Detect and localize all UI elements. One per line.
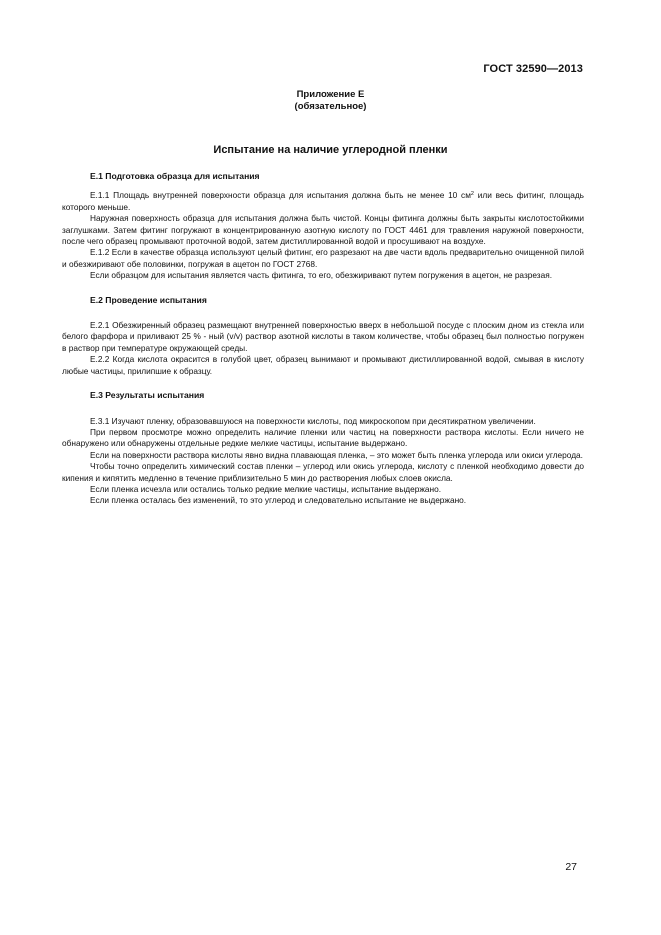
page-number: 27 — [565, 861, 577, 873]
paragraph: Е.1.2 Если в качестве образца используют целый фитинг, его разрезают на две части вдоль предварительно очищенной пилой и обезжиривают обе половинки, погружая в ацетон по ГОСТ 2768. — [62, 247, 584, 269]
paragraph: Е.2.1 Обезжиренный образец размещают внутренней поверхностью вверх в небольшой посуде с плоским дном из стекла или белого фарфора и приливают 25 % - ный (v/v) раствор азотной кислоты в таком количестве, чтобы образец был полностью погружен в раствор при температуре окружающей среды. — [62, 320, 584, 353]
paragraph — [62, 190, 584, 213]
document-body — [62, 171, 584, 520]
section-heading: Е.3 Результаты испытания — [90, 390, 205, 401]
paragraph: При первом просмотре можно определить наличие пленки или частиц на поверхности раствора кислоты. Если ничего не обнаружено или обнаружены отдельные редкие мелкие частицы, испытание выдержано. — [62, 426, 584, 449]
annex-heading — [0, 89, 661, 113]
superscript: 2 — [470, 191, 474, 198]
section-heading: Е.2 Проведение испытания — [90, 294, 207, 305]
paragraph: Если пленка осталась без изменений, то это углерод и следовательно испытание не выдержано. — [90, 495, 467, 506]
paragraph: Если образцом для испытания является часть фитинга, то его, обезжиривают путем погружения в ацетон, не разрезая. — [90, 270, 553, 281]
annex-subtitle: (обязательное) — [294, 101, 367, 112]
main-title: Испытание на наличие углеродной пленки — [213, 144, 448, 156]
paragraph: Е.3.1 Изучают пленку, образовавшуюся на поверхности кислоты, под микроскопом при десятикратном увеличении. — [90, 415, 536, 426]
annex-title: Приложение Е — [296, 89, 365, 100]
section-e3 — [62, 390, 584, 507]
paragraph-text: или весь фитинг, площадь которого меньше. — [62, 190, 584, 212]
paragraph: Е.2.2 Когда кислота окрасится в голубой цвет, образец вынимают и промывают дистиллированной водой, смывая в кислоту любые частицы, прилипшие к образцу. — [62, 354, 584, 376]
paragraph: Если пленка исчезла или остались только редкие мелкие частицы, испытание выдержано. — [90, 483, 442, 494]
section-e1 — [62, 171, 584, 282]
paragraph: Наружная поверхность образца для испытания должна быть чистой. Концы фитинга должны быть закрыты кислотостойкими заглушками. Затем фитинг погружают в концентрированную азотную кислоту по ГОСТ 4461 для травления наружной поверхности, после чего образец промывают проточной водой, затем дистиллированной водой и просушивают на воздухе. — [62, 213, 584, 247]
section-heading: Е.1 Подготовка образца для испытания — [90, 171, 260, 181]
paragraph: Если на поверхности раствора кислоты явно видна плавающая пленка, – это может быть пленка углерода или окиси углерода. — [90, 449, 583, 460]
section-e2 — [62, 295, 584, 377]
paragraph-text: Е.1.1 Площадь внутренней поверхности образца для испытания должна быть не менее 10 см — [90, 190, 471, 201]
document-number-header: ГОСТ 32590—2013 — [483, 63, 583, 75]
paragraph: Чтобы точно определить химический состав пленки – углерод или окись углерода, кислоту с пленкой необходимо довести до кипения и кипятить медленно в течение приблизительно 5 мин до растворения любых слоев окисла. — [62, 461, 584, 483]
